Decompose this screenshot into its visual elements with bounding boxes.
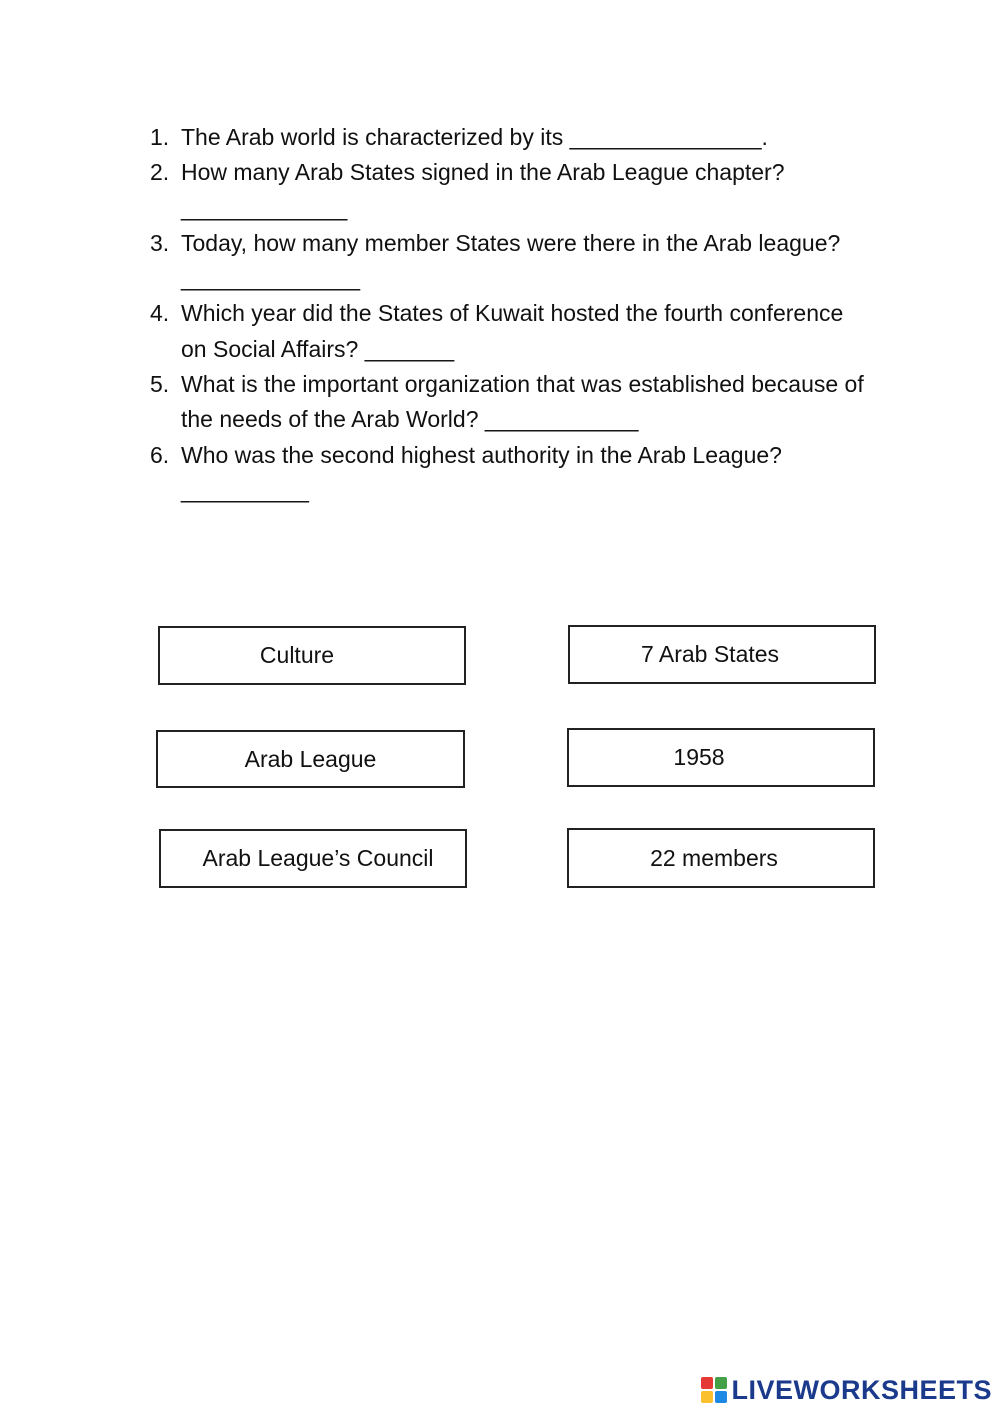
- logo-mark-square: [701, 1391, 713, 1403]
- answer-blank[interactable]: ____________: [484, 406, 639, 433]
- question-number: 3.: [150, 229, 170, 256]
- question-5: [150, 367, 870, 438]
- answer-blank[interactable]: __________: [181, 476, 309, 503]
- question-prompt: How many Arab States signed in the Arab League chapter?: [181, 159, 785, 186]
- question-text: [181, 120, 870, 155]
- question-text: [181, 438, 870, 509]
- question-prompt: What is the important organization that was established because of the needs of the Arab World?: [181, 371, 871, 433]
- answer-box-label: Culture: [259, 642, 335, 668]
- answer-box-label: 1958: [673, 744, 725, 770]
- answer-blank[interactable]: ______________: [181, 265, 361, 292]
- question-prompt: The Arab world is characterized by its: [181, 124, 564, 150]
- answer-box-culture[interactable]: [158, 626, 466, 685]
- question-prompt: Who was the second highest authority in the Arab League?: [181, 441, 782, 468]
- logo-mark-icon: [701, 1377, 727, 1403]
- question-number: 1.: [150, 124, 170, 150]
- answer-blank[interactable]: _______________.: [569, 124, 768, 150]
- question-prompt: Today, how many member States were there in the Arab league?: [181, 229, 841, 256]
- question-1: [150, 120, 870, 155]
- question-2: [150, 155, 870, 226]
- answer-box-arab-leagues-council[interactable]: [159, 829, 467, 888]
- question-3: [150, 226, 870, 297]
- question-text: [181, 367, 870, 438]
- answer-box-7-arab-states[interactable]: [568, 625, 876, 684]
- question-number: 6.: [150, 441, 170, 468]
- answer-box-label: 7 Arab States: [640, 641, 780, 667]
- logo-mark-square: [715, 1391, 727, 1403]
- question-number: 5.: [150, 371, 170, 398]
- liveworksheets-logo: [701, 1375, 992, 1405]
- answer-box-arab-league[interactable]: [156, 730, 465, 788]
- question-number: 2.: [150, 159, 170, 186]
- answer-box-22-members[interactable]: [567, 828, 875, 888]
- answer-box-1958[interactable]: [567, 728, 875, 787]
- question-4: [150, 296, 870, 367]
- question-list: [150, 120, 870, 508]
- question-text: [181, 226, 870, 297]
- logo-mark-square: [715, 1377, 727, 1389]
- answer-blank[interactable]: _______: [364, 335, 455, 362]
- question-text: [181, 155, 870, 226]
- answer-box-label: Arab League’s Council: [202, 845, 434, 871]
- answer-box-label: 22 members: [650, 844, 778, 871]
- question-text: [181, 296, 870, 367]
- answer-box-label: Arab League: [244, 745, 377, 772]
- question-number: 4.: [150, 300, 170, 327]
- logo-text: LIVEWORKSHEETS: [731, 1374, 992, 1405]
- logo-mark-square: [701, 1377, 713, 1389]
- question-6: [150, 438, 870, 509]
- answer-blank[interactable]: _____________: [181, 194, 348, 221]
- question-prompt: Which year did the States of Kuwait hosted the fourth conference on Social Affairs?: [181, 300, 850, 362]
